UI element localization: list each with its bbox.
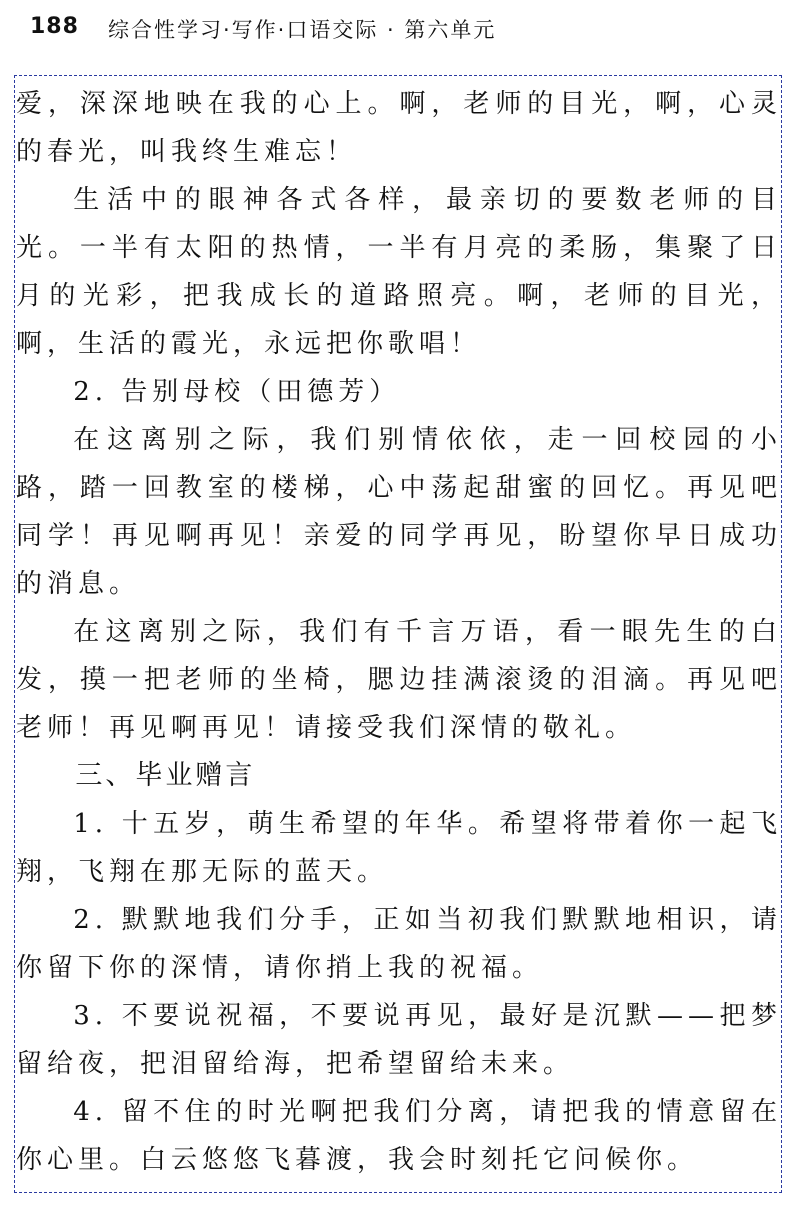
paragraph: 在这离别之际，我们有千言万语，看一眼先生的白发，摸一把老师的坐椅，腮边挂满滚烫的泪滴。再见吧老师！再见啊再见！请接受我们深情的敬礼。 xyxy=(16,617,782,743)
paragraph: 在这离别之际，我们别情依依，走一回校园的小路，踏一回教室的楼梯，心中荡起甜蜜的回忆。再见吧同学！再见啊再见！亲爱的同学再见，盼望你早日成功的消息。 xyxy=(16,425,782,599)
subheading: 2. 告别母校（田德芳） xyxy=(73,377,401,407)
page-body xyxy=(16,80,782,1184)
section-heading: 三、毕业赠言 xyxy=(75,760,256,791)
list-item: 4. 留不住的时光啊把我们分离，请把我的情意留在你心里。白云悠悠飞暮渡，我会时刻托它问候你。 xyxy=(16,1097,782,1175)
paragraph: 爱，深深地映在我的心上。啊，老师的目光，啊，心灵的春光，叫我终生难忘！ xyxy=(16,89,782,167)
list-item: 1. 十五岁，萌生希望的年华。希望将带着你一起飞翔，飞翔在那无际的蓝天。 xyxy=(16,809,782,887)
running-title: 综合性学习·写作·口语交际 · 第六单元 xyxy=(108,18,497,42)
page-header xyxy=(0,0,800,60)
list-item: 3. 不要说祝福，不要说再见，最好是沉默——把梦留给夜，把泪留给海，把希望留给未来。 xyxy=(16,1001,782,1079)
paragraph: 生活中的眼神各式各样，最亲切的要数老师的目光。一半有太阳的热情，一半有月亮的柔肠，集聚了日月的光彩，把我成长的道路照亮。啊，老师的目光，啊，生活的霞光，永远把你歌唱！ xyxy=(16,185,782,359)
page-number: 188 xyxy=(30,14,79,39)
list-item: 2. 默默地我们分手，正如当初我们默默地相识，请你留下你的深情，请你捎上我的祝福。 xyxy=(16,905,782,983)
